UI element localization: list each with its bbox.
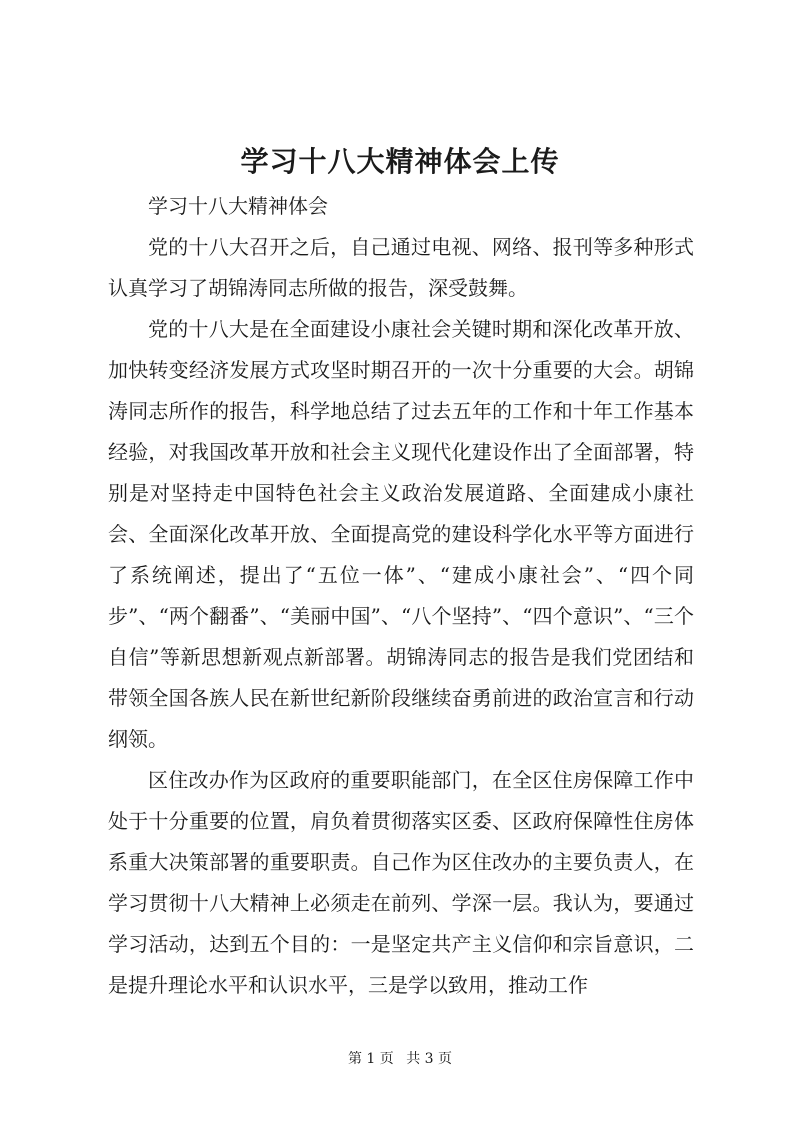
document-title: 学习十八大精神体会上传 bbox=[240, 145, 560, 178]
subtitle-paragraph: 学习十八大精神体会 bbox=[148, 194, 328, 218]
body-paragraph: 党的十八大是在全面建设小康社会关键时期和深化改革开放、加快转变经济发展方式攻坚时期召开的一次十分重要的大会。胡锦涛同志所作的报告，科学地总结了过去五年的工作和十年工作基本经验，对我国改革开放和社会主义现代化建设作出了全面部署，特别是对坚持走中国特色社会主义政治发展道路、全面建成小康社会、全面深化改革开放、全面提高党的建设科学化水平等方面进行了系统阐述，提出了“五位一体”、“建成小康社会”、“四个同步”、“两个翻番”、“美丽中国”、“八个坚持”、“四个意识”、“三个自信”等新思想新观点新部署。胡锦涛同志的报告是我们党团结和带领全国各族人民在新世纪新阶段继续奋勇前进的政治宣言和行动纲领。 bbox=[108, 317, 694, 751]
body-paragraph: 党的十八大召开之后，自己通过电视、网络、报刊等多种形式认真学习了胡锦涛同志所做的报告，深受鼓舞。 bbox=[108, 235, 694, 300]
document-body bbox=[108, 186, 694, 1006]
body-paragraph: 区住改办作为区政府的重要职能部门，在全区住房保障工作中处于十分重要的位置，肩负着贯彻落实区委、区政府保障性住房体系重大决策部署的重要职责。自己作为区住改办的主要负责人，在学习贯彻十八大精神上必须走在前列、学深一层。我认为，要通过学习活动，达到五个目的：一是坚定共产主义信仰和宗旨意识，二是提升理论水平和认识水平，三是学以致用，推动工作 bbox=[108, 768, 694, 997]
page-number: 第 1 页 bbox=[347, 1051, 394, 1067]
page-footer bbox=[0, 1048, 800, 1068]
page-total: 共 3 页 bbox=[406, 1051, 453, 1067]
